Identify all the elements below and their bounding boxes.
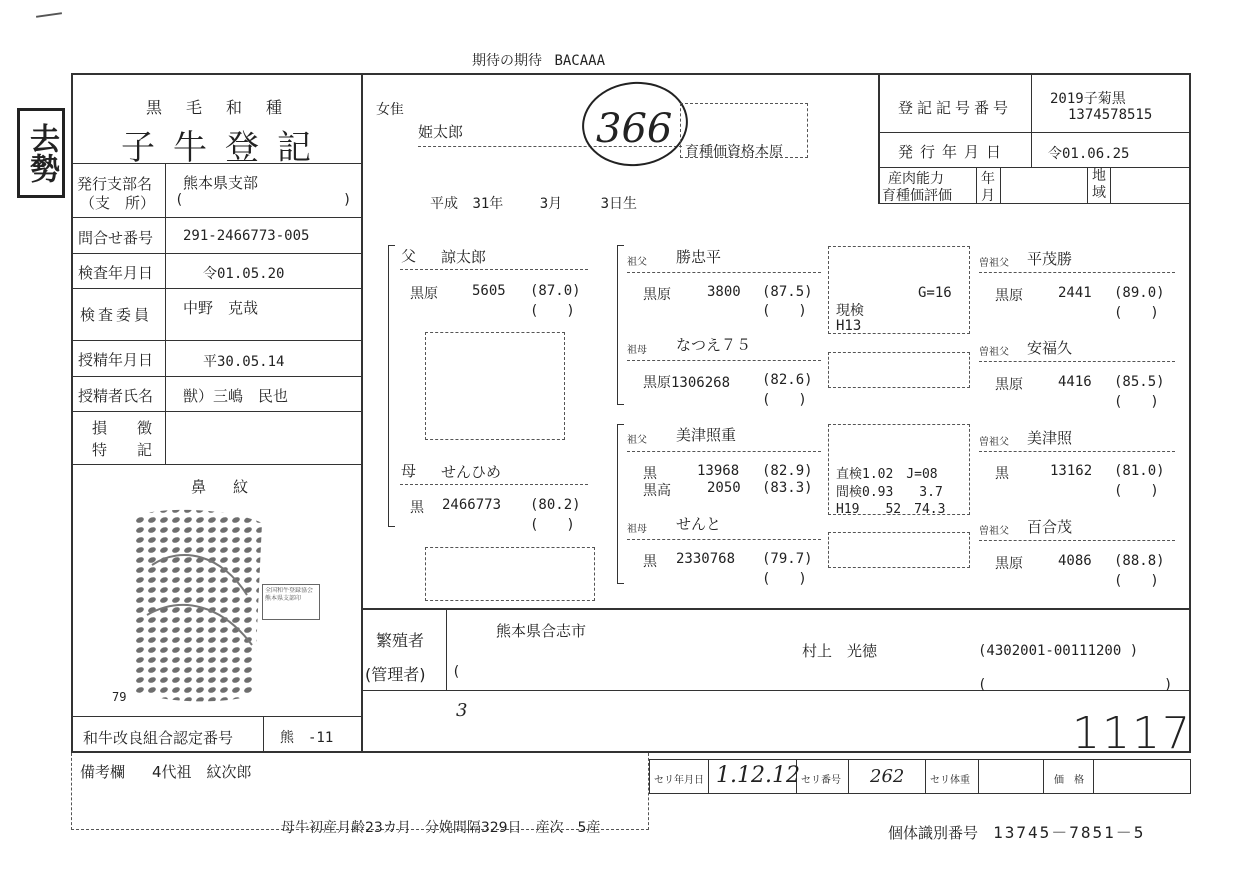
insemination-date-label: 授精年月日 [78, 351, 154, 369]
mgf-eval-1: 直検1.02 J=08 [836, 467, 938, 482]
mgf-num: 13968 [697, 463, 740, 479]
ggf1-num: 2441 [1058, 285, 1092, 301]
ggf3-label: 曽祖父 [979, 437, 1009, 448]
eval-divider [976, 167, 977, 203]
ggf4-name: 百合茂 [1027, 518, 1073, 536]
mgf-underline [627, 451, 821, 452]
pgf-eval-g: G=16 [918, 285, 952, 301]
father-label: 父 [401, 247, 417, 265]
breeder-label: 繁殖者 [376, 631, 425, 650]
mother-label: 母 [401, 462, 417, 480]
mgf-name: 美津照重 [676, 426, 737, 444]
branch-value: 熊本県支部 [183, 174, 259, 192]
ggf3-reg: 黒 [995, 466, 1009, 482]
expectation-label [472, 50, 605, 70]
mother-reg: 黒 [410, 500, 424, 516]
mgm-num: 2330768 [676, 551, 736, 567]
calf-handwritten-number: 366 [596, 106, 673, 152]
mother-name: せんひめ [441, 463, 502, 481]
auction-price-label: 価 格 [1054, 775, 1084, 786]
breeder-paren-open: ( [452, 664, 461, 680]
calf-sex-mark: 隹 [390, 102, 404, 118]
ggf1-paren: ( ) [1114, 305, 1159, 321]
pgm-paren: ( ) [762, 392, 807, 408]
cert-value: 熊 -11 [280, 730, 334, 746]
mother-score: (80.2) [530, 497, 581, 513]
ggf3-underline [979, 451, 1175, 452]
defect-label-2: 特 記 [92, 441, 153, 459]
expectation-label-text: 期待の期待 [472, 53, 542, 69]
mgf-reg2: 黒高 [643, 483, 671, 499]
mother-num: 2466773 [442, 497, 502, 513]
issue-date: 令01.06.25 [1048, 146, 1130, 162]
inseminator-label: 授精者氏名 [78, 387, 154, 405]
pgf-reg: 黒原 [643, 287, 671, 303]
mgm-paren: ( ) [762, 571, 807, 587]
insemination-date: 平30.05.14 [203, 354, 285, 370]
father-paren: ( ) [530, 303, 575, 319]
mgf-label: 祖父 [627, 435, 647, 446]
registration-label-divider [1031, 73, 1032, 167]
breeder-sub-label: (管理者) [365, 665, 426, 684]
eval-year-label: 年 [981, 171, 995, 187]
left-column-divider [361, 73, 363, 753]
registration-rule [878, 132, 1191, 133]
breeder-top-rule [361, 608, 1191, 610]
branch-paren-close: ) [343, 192, 352, 208]
father-name: 諒太郎 [441, 248, 487, 266]
left-rule [71, 376, 361, 377]
pgm-underline [627, 360, 821, 361]
father-score: (87.0) [530, 283, 581, 299]
ggf4-paren: ( ) [1114, 573, 1159, 589]
pgf-paren: ( ) [762, 303, 807, 319]
ggf1-score: (89.0) [1114, 285, 1165, 301]
registration-number-line2: 1374578515 [1068, 107, 1153, 123]
sire-bracket [388, 245, 395, 527]
registration-number-label: 登記記号番号 [898, 99, 1013, 117]
auction-divider [925, 759, 926, 794]
eval-month-label: 月 [981, 188, 995, 204]
mgm-name: せんと [676, 515, 722, 533]
ggf2-paren: ( ) [1114, 394, 1159, 410]
pgf-eval-year: H13 [836, 318, 862, 334]
pgf-score: (87.5) [762, 284, 813, 300]
birth-month: 3月 [539, 196, 563, 212]
mgf-reg: 黒 [643, 466, 657, 482]
expectation-value: BACAAA [554, 53, 606, 69]
pgm-label: 祖母 [627, 345, 647, 356]
birth-date [430, 193, 637, 213]
inspection-date-label: 検査年月日 [78, 264, 154, 282]
cert-divider [263, 716, 264, 753]
auction-number-value: 262 [870, 766, 905, 787]
ggf2-label: 曽祖父 [979, 347, 1009, 358]
ggf4-underline [979, 540, 1175, 541]
eval-divider [1110, 167, 1111, 203]
pgm-eval-box [828, 352, 970, 388]
left-rule [71, 217, 361, 218]
mgm-reg: 黒 [643, 554, 657, 570]
registration-block-divider [878, 73, 880, 203]
ggf2-score: (85.5) [1114, 374, 1165, 390]
nose-print-image [122, 505, 272, 705]
nose-print-number: 79 [112, 690, 127, 704]
left-rule [71, 464, 361, 465]
branch-paren-open: ( [175, 192, 184, 208]
breeder-paren2-close: ) [1164, 677, 1173, 693]
inspector-name: 中野 克哉 [183, 299, 259, 317]
left-rule [71, 253, 361, 254]
auction-divider [848, 759, 849, 794]
mgf-num2: 2050 [707, 480, 741, 496]
paternal-bracket [617, 245, 624, 405]
remarks-label: 備考欄 [80, 763, 126, 781]
ggf2-reg: 黒原 [995, 377, 1023, 393]
mother-paren: ( ) [530, 517, 575, 533]
auction-divider [1093, 759, 1094, 794]
registration-number-line1: 2019子菊黒 [1050, 91, 1126, 107]
mgf-score: (82.9) [762, 463, 813, 479]
pgf-num: 3800 [707, 284, 741, 300]
defect-label-1: 損 徴 [92, 419, 153, 437]
castration-stamp [17, 108, 65, 198]
mgm-label: 祖母 [627, 524, 647, 535]
breeder-hand-number: 1117 [1072, 708, 1192, 759]
ggf2-name: 安福久 [1027, 339, 1073, 357]
calf-name: 姫太郎 [418, 123, 464, 141]
branch-sub-label: （支 所） [80, 194, 156, 212]
breeding-value-label: 育種価評価 [882, 188, 952, 204]
mgm-score: (79.7) [762, 551, 813, 567]
nose-stamp-text: 全国和牛登録協会熊本県支部印 [265, 587, 314, 602]
ggf1-name: 平茂勝 [1027, 250, 1073, 268]
nose-print-label: 鼻 紋 [191, 478, 255, 496]
inquiry-label: 問合せ番号 [78, 229, 154, 247]
ggf4-reg: 黒原 [995, 556, 1023, 572]
ggf3-name: 美津照 [1027, 429, 1073, 447]
individual-id [888, 820, 1145, 843]
form-breed: 黒 毛 和 種 [145, 98, 286, 117]
issue-date-label: 発行年月日 [898, 143, 1009, 161]
nose-print-stamp [262, 584, 320, 620]
castration-stamp-text: 去勢 [24, 123, 59, 183]
birth-era: 平成 [430, 196, 458, 212]
eval-divider [1087, 167, 1088, 203]
father-num: 5605 [472, 283, 506, 299]
auction-date-label: セリ年月日 [654, 775, 704, 786]
breeder-paren2-open: ( [978, 677, 987, 693]
mgm-eval-box [828, 532, 970, 568]
ggf4-num: 4086 [1058, 553, 1092, 569]
cert-label: 和牛改良組合認定番号 [83, 729, 234, 747]
mgf-eval-3: H19 52 74.3 [836, 502, 946, 517]
breeder-label-divider [446, 608, 447, 690]
pgm-name: なつえ７５ [676, 336, 752, 354]
eval-divider [1000, 167, 1001, 203]
breeder-bottom-rule [361, 690, 1191, 691]
inseminator-name: 獣）三嶋 民也 [183, 387, 289, 405]
ggf3-score: (81.0) [1114, 463, 1165, 479]
left-rule [71, 411, 361, 412]
ggf4-label: 曽祖父 [979, 526, 1009, 537]
ggf1-reg: 黒原 [995, 288, 1023, 304]
pgm-score: (82.6) [762, 372, 813, 388]
pgf-underline [627, 272, 821, 273]
birth-day: 3日生 [600, 196, 638, 212]
form-header [71, 95, 361, 169]
ggf1-underline [979, 272, 1175, 273]
calf-sex-value: 女 [376, 102, 390, 118]
ggf1-label: 曽祖父 [979, 258, 1009, 269]
corner-mark [36, 12, 62, 18]
ggf2-num: 4416 [1058, 374, 1092, 390]
meat-ability-label: 産肉能力 [888, 171, 944, 187]
remarks-value: 4代祖 紋次郎 [152, 763, 252, 781]
left-rule [71, 340, 361, 341]
mgf-eval-2: 間検0.93 3.7 [836, 485, 943, 500]
pgm-reg: 黒原1306268 [643, 375, 731, 391]
mgf-score2: (83.3) [762, 480, 813, 496]
father-reg: 黒原 [410, 286, 438, 302]
birth-year: 31年 [472, 196, 504, 212]
breeder-code: (4302001-00111200 ) [978, 643, 1139, 659]
mgm-underline [627, 539, 821, 540]
inspection-date: 令01.05.20 [203, 266, 285, 282]
breeder-address: 熊本県合志市 [496, 622, 587, 640]
auction-divider [978, 759, 979, 794]
left-rule [71, 288, 361, 289]
inspector-label: 検査委員 [80, 306, 153, 324]
breeder-hand-mark: 3 [456, 700, 468, 721]
auction-weight-label: セリ体重 [930, 775, 970, 786]
mother-photo-box [425, 547, 595, 601]
branch-label: 発行支部名 [77, 175, 153, 193]
form-title: 子牛登記 [121, 128, 329, 168]
pgf-eval-status: 現検 [836, 303, 864, 319]
calf-sex [376, 99, 404, 119]
region-label: 地域 [1092, 168, 1106, 201]
left-label-divider [165, 163, 166, 464]
inquiry-value: 291-2466773-005 [183, 228, 310, 244]
breeding-qualification: 育種価資格本原 [685, 144, 783, 160]
ggf3-num: 13162 [1050, 463, 1093, 479]
left-rule [71, 716, 361, 717]
ggf2-underline [979, 361, 1175, 362]
father-underline [400, 269, 588, 270]
pgf-name: 勝忠平 [676, 248, 722, 266]
individual-id-label: 個体識別番号 [888, 824, 979, 842]
ggf3-paren: ( ) [1114, 483, 1159, 499]
auction-divider [1043, 759, 1044, 794]
breeder-name: 村上 光徳 [802, 642, 878, 660]
mother-underline [400, 484, 588, 485]
auction-divider [708, 759, 709, 794]
remarks-birth-note: 母牛初産月齢23カ月 分娩間隔329日 産次 5産 [281, 820, 601, 836]
maternal-bracket [617, 424, 624, 584]
auction-date-value: 1.12.12 [716, 763, 800, 788]
individual-id-value: 13745－7851－5 [993, 823, 1146, 842]
father-photo-box [425, 332, 565, 440]
auction-number-label: セリ番号 [801, 775, 841, 786]
pgf-label: 祖父 [627, 257, 647, 268]
ggf4-score: (88.8) [1114, 553, 1165, 569]
